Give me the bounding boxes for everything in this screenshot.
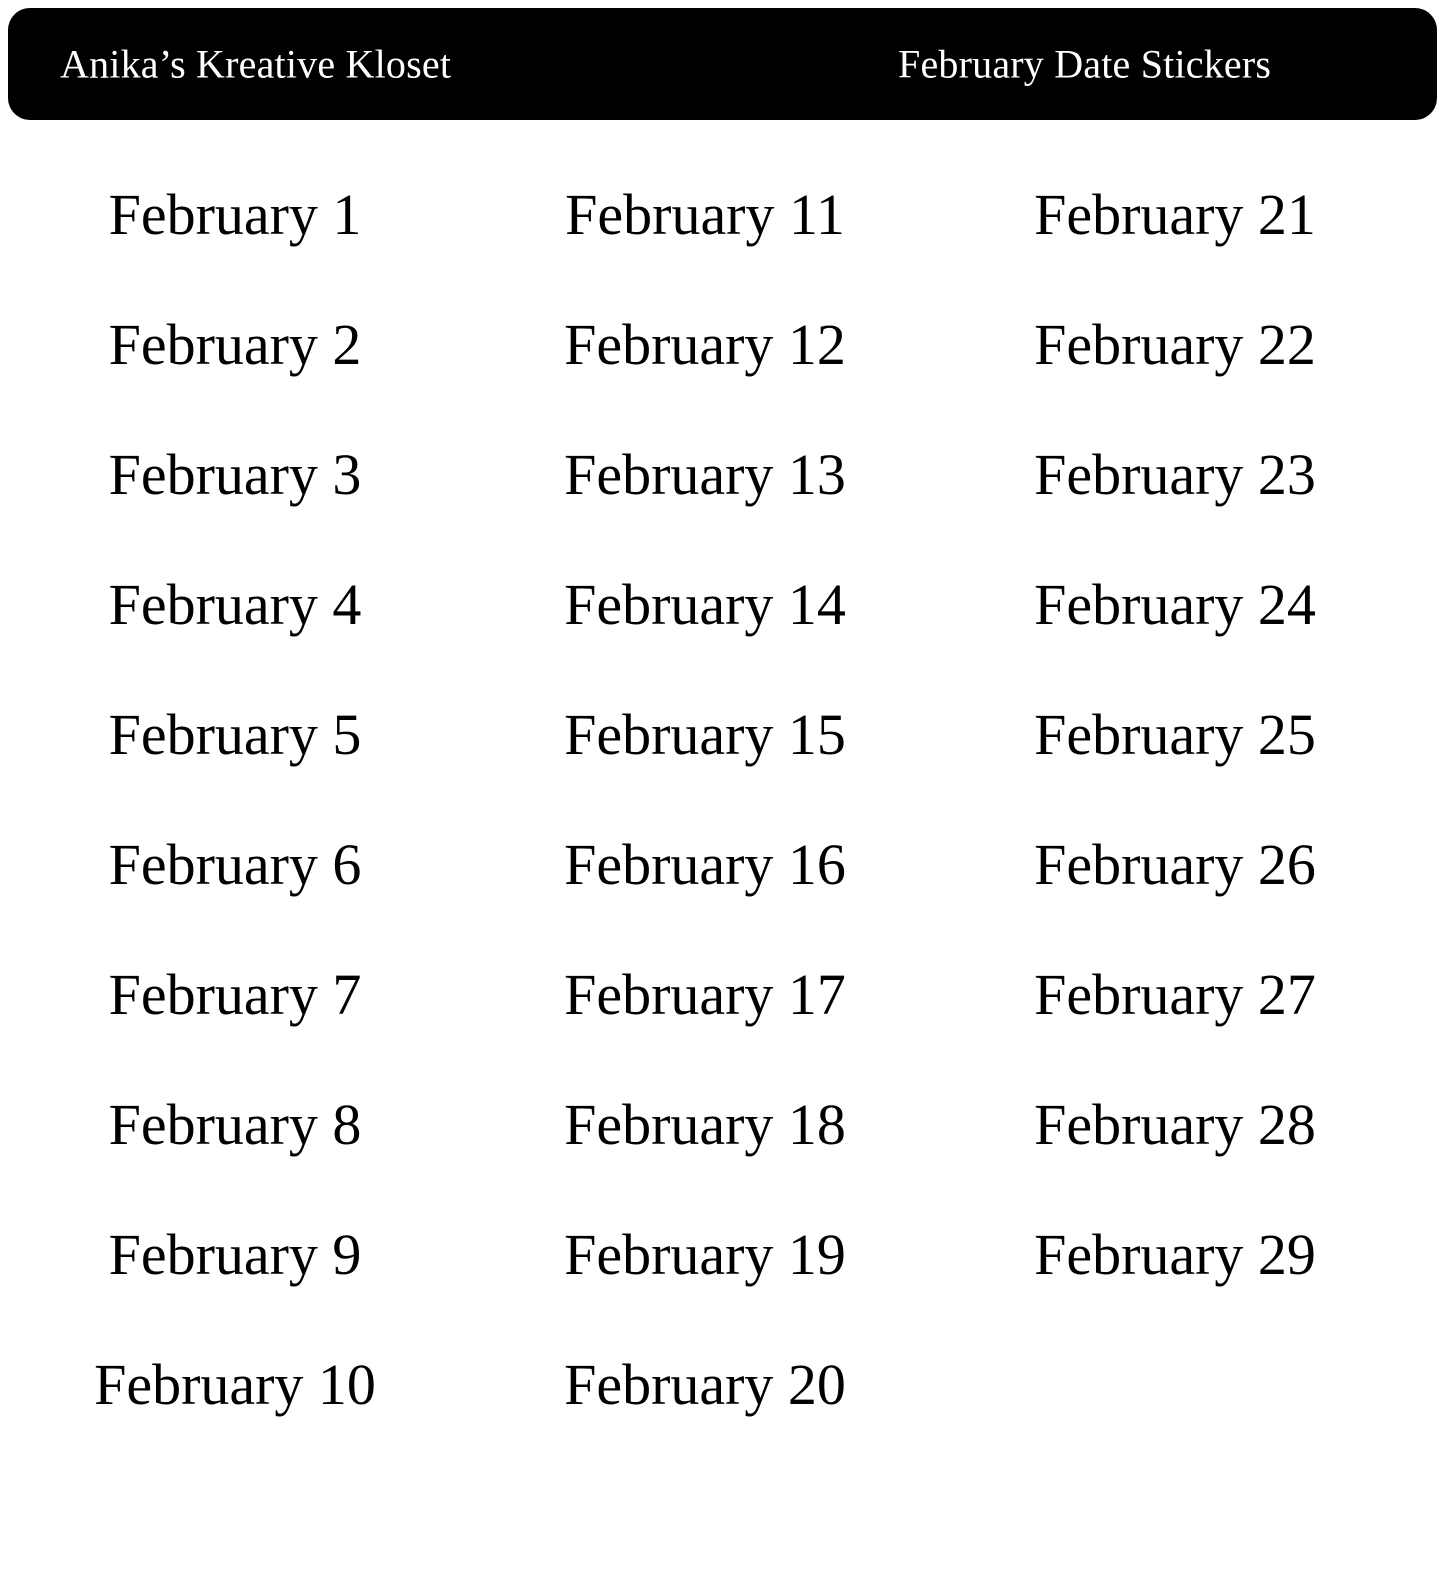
date-sticker: February 16 [564, 832, 846, 897]
date-sticker: February 22 [1034, 312, 1316, 377]
date-sticker: February 17 [564, 962, 846, 1027]
date-column-1 [0, 150, 470, 1450]
date-sticker: February 18 [564, 1092, 846, 1157]
date-sticker: February 3 [108, 442, 362, 507]
date-sticker: February 27 [1034, 962, 1316, 1027]
date-sticker: February 5 [108, 702, 362, 767]
date-sticker: February 2 [108, 312, 362, 377]
date-sticker: February 28 [1034, 1092, 1316, 1157]
date-sticker: February 29 [1034, 1222, 1316, 1287]
date-sticker: February 25 [1034, 702, 1316, 767]
date-sticker: February 10 [94, 1352, 376, 1417]
date-sticker: February 15 [564, 702, 846, 767]
date-sticker: February 14 [564, 572, 846, 637]
date-sticker: February 26 [1034, 832, 1316, 897]
date-sticker: February 23 [1034, 442, 1316, 507]
date-column-2 [470, 150, 940, 1450]
date-sticker: February 9 [108, 1222, 362, 1287]
date-sticker-grid [0, 150, 1445, 1450]
date-column-3 [940, 150, 1410, 1320]
date-sticker: February 12 [564, 312, 846, 377]
date-sticker: February 21 [1034, 182, 1316, 247]
date-sticker: February 19 [564, 1222, 846, 1287]
date-sticker: February 24 [1034, 572, 1316, 637]
date-sticker: February 11 [565, 182, 845, 247]
date-sticker: February 8 [108, 1092, 362, 1157]
date-sticker: February 13 [564, 442, 846, 507]
header-bar [8, 8, 1437, 120]
date-sticker: February 1 [108, 182, 362, 247]
brand-name: Anika’s Kreative Kloset [60, 41, 452, 87]
date-sticker: February 6 [108, 832, 362, 897]
date-sticker: February 4 [108, 572, 362, 637]
date-sticker: February 20 [564, 1352, 846, 1417]
page-title: February Date Stickers [898, 41, 1272, 87]
date-sticker: February 7 [108, 962, 362, 1027]
